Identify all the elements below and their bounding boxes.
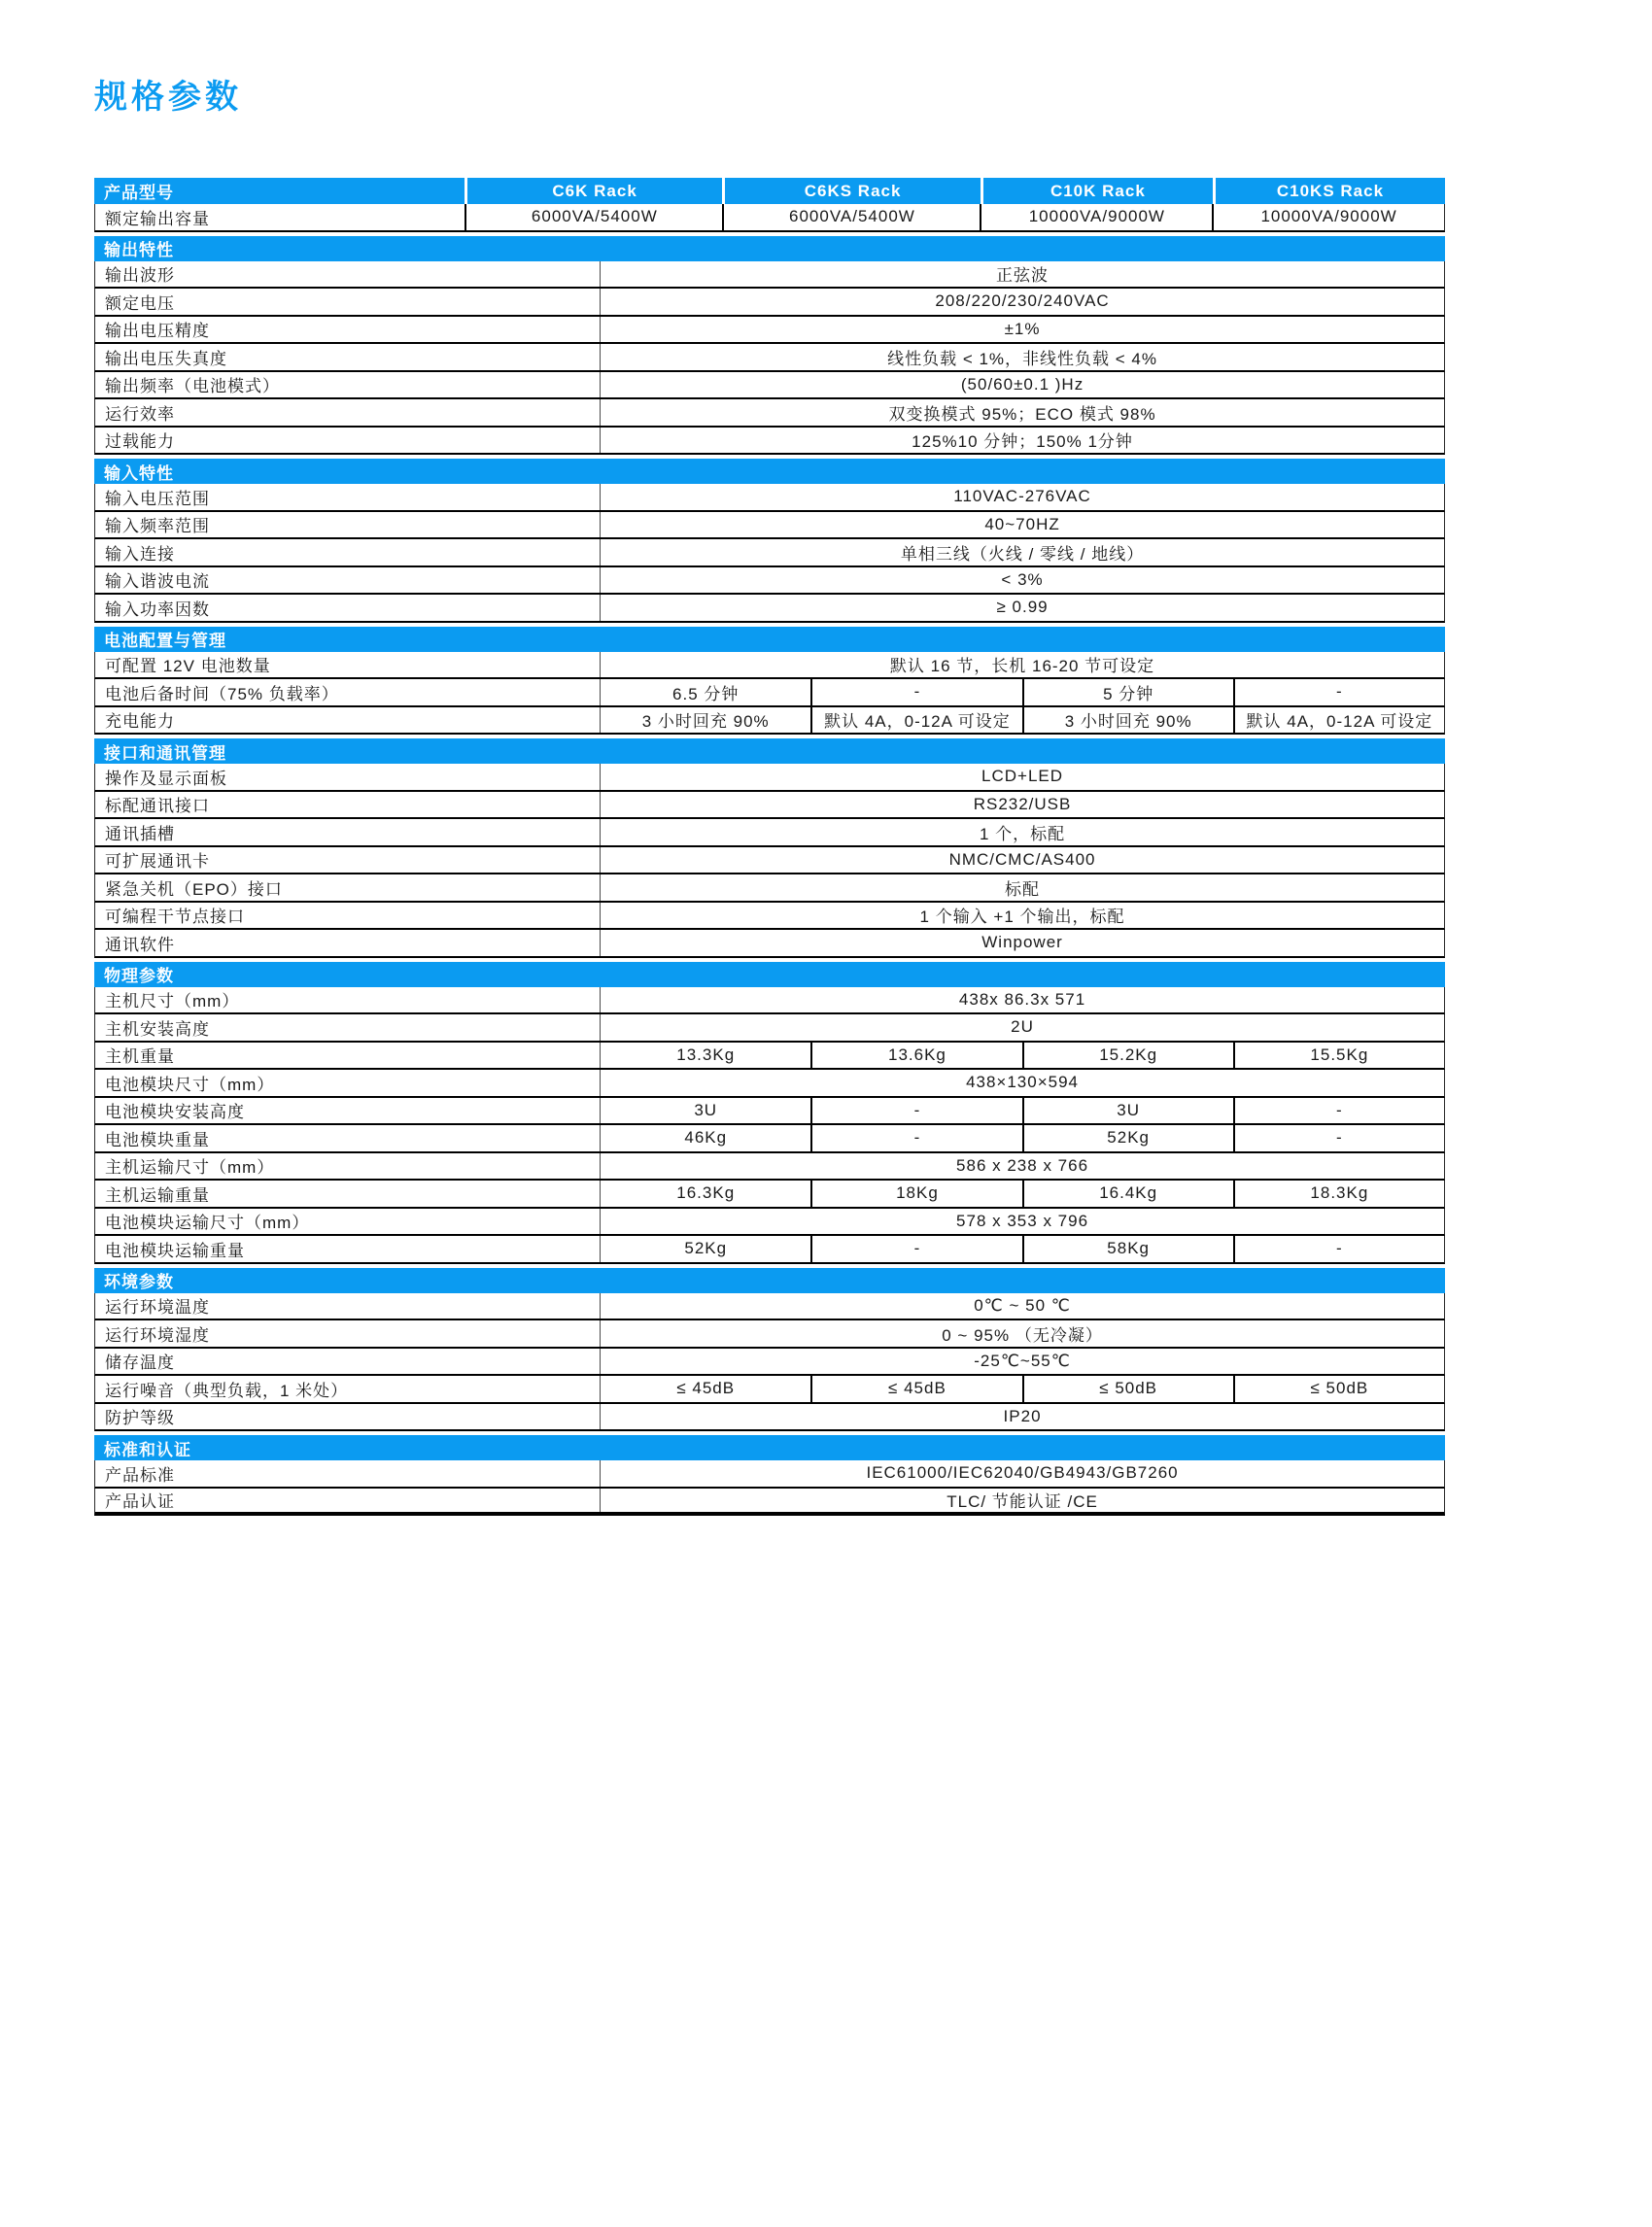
value-span-cell: 1 个输入 +1 个输出，标配 [600, 903, 1444, 929]
param-cell: 输入连接 [105, 544, 175, 564]
spec-row [94, 792, 1445, 820]
value-span-cell: -25℃~55℃ [600, 1349, 1444, 1375]
value-cell: - [810, 1125, 1021, 1151]
value-span-cell: RS232/USB [600, 792, 1444, 818]
value-span-cell: 0℃ ~ 50 ℃ [600, 1293, 1444, 1319]
param-cell: 产品标准 [105, 1465, 175, 1485]
param-cell: 可配置 12V 电池数量 [105, 657, 271, 676]
value-cell: - [1233, 1125, 1444, 1151]
spec-row [94, 1014, 1445, 1043]
param-header-cell: 产品型号 [104, 184, 174, 202]
param-cell: 电池后备时间（75% 负载率） [105, 684, 339, 703]
spec-row [94, 399, 1445, 428]
value-cell: 3 小时回充 90% [1022, 707, 1233, 734]
spec-row [94, 1043, 1445, 1071]
section-bar: 物理参数 [94, 962, 1445, 987]
section-bar: 输出特性 [94, 236, 1445, 261]
param-cell: 输出电压失真度 [105, 349, 227, 368]
value-span-cell: 110VAC-276VAC [600, 484, 1444, 510]
param-cell: 主机安装高度 [105, 1019, 210, 1039]
value-cell: - [810, 679, 1021, 705]
value-span-cell: 125%10 分钟；150% 1分钟 [600, 428, 1444, 454]
value-cell: 5 分钟 [1022, 679, 1233, 705]
value-span-cell: 0 ~ 95% （无冷凝） [600, 1320, 1444, 1347]
value-cell: ≤ 45dB [600, 1376, 810, 1402]
param-cell: 输入谐波电流 [105, 572, 210, 592]
value-cell: 3 小时回充 90% [600, 707, 810, 734]
param-cell: 输入频率范围 [105, 517, 210, 536]
value-cell: 58Kg [1022, 1236, 1233, 1262]
value-cell: 默认 4A，0-12A 可设定 [1233, 707, 1444, 734]
table-header-row [94, 178, 1445, 204]
value-cell: 18.3Kg [1233, 1181, 1444, 1207]
spec-row [94, 930, 1445, 958]
spec-row [94, 903, 1445, 931]
spec-row [94, 707, 1445, 736]
spec-row [94, 1349, 1445, 1377]
spec-row [94, 1070, 1445, 1098]
param-cell: 运行效率 [105, 404, 175, 424]
spec-row [94, 289, 1445, 317]
spec-row [94, 1293, 1445, 1321]
param-cell: 输入功率因数 [105, 600, 210, 619]
param-cell: 电池模块运输尺寸（mm） [105, 1214, 310, 1233]
spec-table [94, 178, 1445, 1516]
param-cell: 标配通讯接口 [105, 797, 210, 816]
value-span-cell: TLC/ 节能认证 /CE [600, 1489, 1444, 1513]
page-title: 规格参数 [94, 79, 242, 116]
param-cell: 电池模块安装高度 [105, 1103, 245, 1122]
value-span-cell: < 3% [600, 567, 1444, 594]
spec-row [94, 1181, 1445, 1209]
param-cell: 额定电压 [105, 293, 175, 313]
spec-row [94, 652, 1445, 680]
spec-row [94, 539, 1445, 567]
value-cell: 13.6Kg [810, 1043, 1021, 1069]
spec-row [94, 317, 1445, 345]
spec-row [94, 1376, 1445, 1404]
value-cell: 13.3Kg [600, 1043, 810, 1069]
spec-row [94, 1489, 1445, 1517]
value-cell: 16.4Kg [1022, 1181, 1233, 1207]
param-cell: 输入电压范围 [105, 489, 210, 508]
spec-row [94, 344, 1445, 372]
value-span-cell: NMC/CMC/AS400 [600, 847, 1444, 874]
param-cell: 操作及显示面板 [105, 769, 227, 788]
spec-row [94, 484, 1445, 512]
param-cell: 电池模块运输重量 [105, 1241, 245, 1260]
value-cell: ≤ 45dB [810, 1376, 1021, 1402]
value-cell: ≤ 50dB [1233, 1376, 1444, 1402]
spec-row [94, 1125, 1445, 1153]
value-span-cell: ≥ 0.99 [600, 595, 1444, 621]
spec-row [94, 1209, 1445, 1237]
spec-row [94, 1320, 1445, 1349]
param-cell: 过载能力 [105, 432, 175, 452]
section-bar: 接口和通讯管理 [94, 738, 1445, 764]
param-cell: 运行噪音（典型负载，1 米处） [105, 1381, 349, 1400]
model-header-cell: C10KS Rack [1213, 178, 1445, 204]
param-cell: 产品认证 [105, 1492, 175, 1512]
spec-row [94, 1460, 1445, 1489]
value-span-cell: 1 个，标配 [600, 819, 1444, 845]
spec-row [94, 1404, 1445, 1432]
value-span-cell: 586 x 238 x 766 [600, 1153, 1444, 1180]
spec-row [94, 679, 1445, 707]
param-cell: 电池模块重量 [105, 1130, 210, 1149]
value-span-cell: 标配 [600, 874, 1444, 901]
spec-row [94, 1098, 1445, 1126]
param-cell: 输出频率（电池模式） [105, 377, 280, 396]
param-cell: 运行环境湿度 [105, 1325, 210, 1345]
value-span-cell: 208/220/230/240VAC [600, 289, 1444, 315]
value-cell: 6000VA/5400W [722, 204, 980, 230]
value-cell: 52Kg [1022, 1125, 1233, 1151]
value-cell: 15.5Kg [1233, 1043, 1444, 1069]
spec-row [94, 819, 1445, 847]
param-cell: 可扩展通讯卡 [105, 852, 210, 872]
value-span-cell: 双变换模式 95%；ECO 模式 98% [600, 399, 1444, 426]
param-cell: 输出电压精度 [105, 322, 210, 341]
param-cell: 主机尺寸（mm） [105, 992, 240, 1011]
section-bar: 环境参数 [94, 1268, 1445, 1293]
spec-row [94, 261, 1445, 290]
section-bar: 输入特性 [94, 459, 1445, 484]
value-cell: 10000VA/9000W [1212, 204, 1444, 230]
value-cell: 52Kg [600, 1236, 810, 1262]
model-header-cell: C6KS Rack [722, 178, 980, 204]
value-cell: - [1233, 679, 1444, 705]
param-cell: 防护等级 [105, 1409, 175, 1428]
model-header-cell: C10K Rack [981, 178, 1213, 204]
value-span-cell: IEC61000/IEC62040/GB4943/GB7260 [600, 1460, 1444, 1487]
value-span-cell: 默认 16 节，长机 16-20 节可设定 [600, 652, 1444, 678]
spec-row [94, 1236, 1445, 1264]
param-cell: 通讯插槽 [105, 824, 175, 843]
param-cell: 主机运输重量 [105, 1185, 210, 1205]
value-cell: - [810, 1236, 1021, 1262]
value-span-cell: 线性负载 < 1%，非线性负载 < 4% [600, 344, 1444, 370]
param-cell: 电池模块尺寸（mm） [105, 1075, 275, 1094]
value-cell: ≤ 50dB [1022, 1376, 1233, 1402]
spec-row [94, 1153, 1445, 1182]
spec-row [94, 764, 1445, 792]
value-cell: 3U [600, 1098, 810, 1124]
value-cell: 6000VA/5400W [465, 204, 722, 230]
spec-row [94, 874, 1445, 903]
value-cell: 18Kg [810, 1181, 1021, 1207]
value-span-cell: IP20 [600, 1404, 1444, 1430]
value-span-cell: 438x 86.3x 571 [600, 987, 1444, 1013]
spec-row [94, 428, 1445, 456]
value-cell: - [1233, 1098, 1444, 1124]
value-cell: 6.5 分钟 [600, 679, 810, 705]
value-span-cell: 2U [600, 1014, 1444, 1041]
model-header-cell: C6K Rack [465, 178, 722, 204]
section-bar: 标准和认证 [94, 1435, 1445, 1460]
value-cell: 10000VA/9000W [980, 204, 1212, 230]
spec-row [94, 987, 1445, 1015]
spec-row [94, 567, 1445, 596]
param-cell: 充电能力 [105, 712, 175, 732]
spec-row [94, 847, 1445, 875]
value-span-cell: 578 x 353 x 796 [600, 1209, 1444, 1235]
param-cell: 储存温度 [105, 1353, 175, 1373]
value-span-cell: 438×130×594 [600, 1070, 1444, 1096]
param-cell: 主机运输尺寸（mm） [105, 1158, 275, 1178]
value-cell: - [810, 1098, 1021, 1124]
value-span-cell: 40~70HZ [600, 512, 1444, 538]
value-cell: 默认 4A，0-12A 可设定 [810, 707, 1021, 734]
value-span-cell: LCD+LED [600, 764, 1444, 790]
section-bar: 电池配置与管理 [94, 627, 1445, 652]
value-cell: 16.3Kg [600, 1181, 810, 1207]
param-cell: 主机重量 [105, 1047, 175, 1067]
param-cell: 紧急关机（EPO）接口 [105, 879, 283, 899]
value-span-cell: (50/60±0.1 )Hz [600, 372, 1444, 398]
value-cell: - [1233, 1236, 1444, 1262]
param-cell: 通讯软件 [105, 935, 175, 954]
value-span-cell: Winpower [600, 930, 1444, 956]
spec-row [94, 512, 1445, 540]
value-cell: 46Kg [600, 1125, 810, 1151]
param-cell: 输出波形 [105, 266, 175, 286]
param-cell: 运行环境温度 [105, 1298, 210, 1318]
spec-row [94, 372, 1445, 400]
value-span-cell: 正弦波 [600, 261, 1444, 288]
param-cell: 可编程干节点接口 [105, 908, 245, 927]
spec-row [94, 595, 1445, 623]
param-cell: 额定输出容量 [105, 209, 210, 228]
capacity-row [94, 204, 1445, 232]
value-cell: 15.2Kg [1022, 1043, 1233, 1069]
value-span-cell: 单相三线（火线 / 零线 / 地线） [600, 539, 1444, 565]
value-span-cell: ±1% [600, 317, 1444, 343]
value-cell: 3U [1022, 1098, 1233, 1124]
